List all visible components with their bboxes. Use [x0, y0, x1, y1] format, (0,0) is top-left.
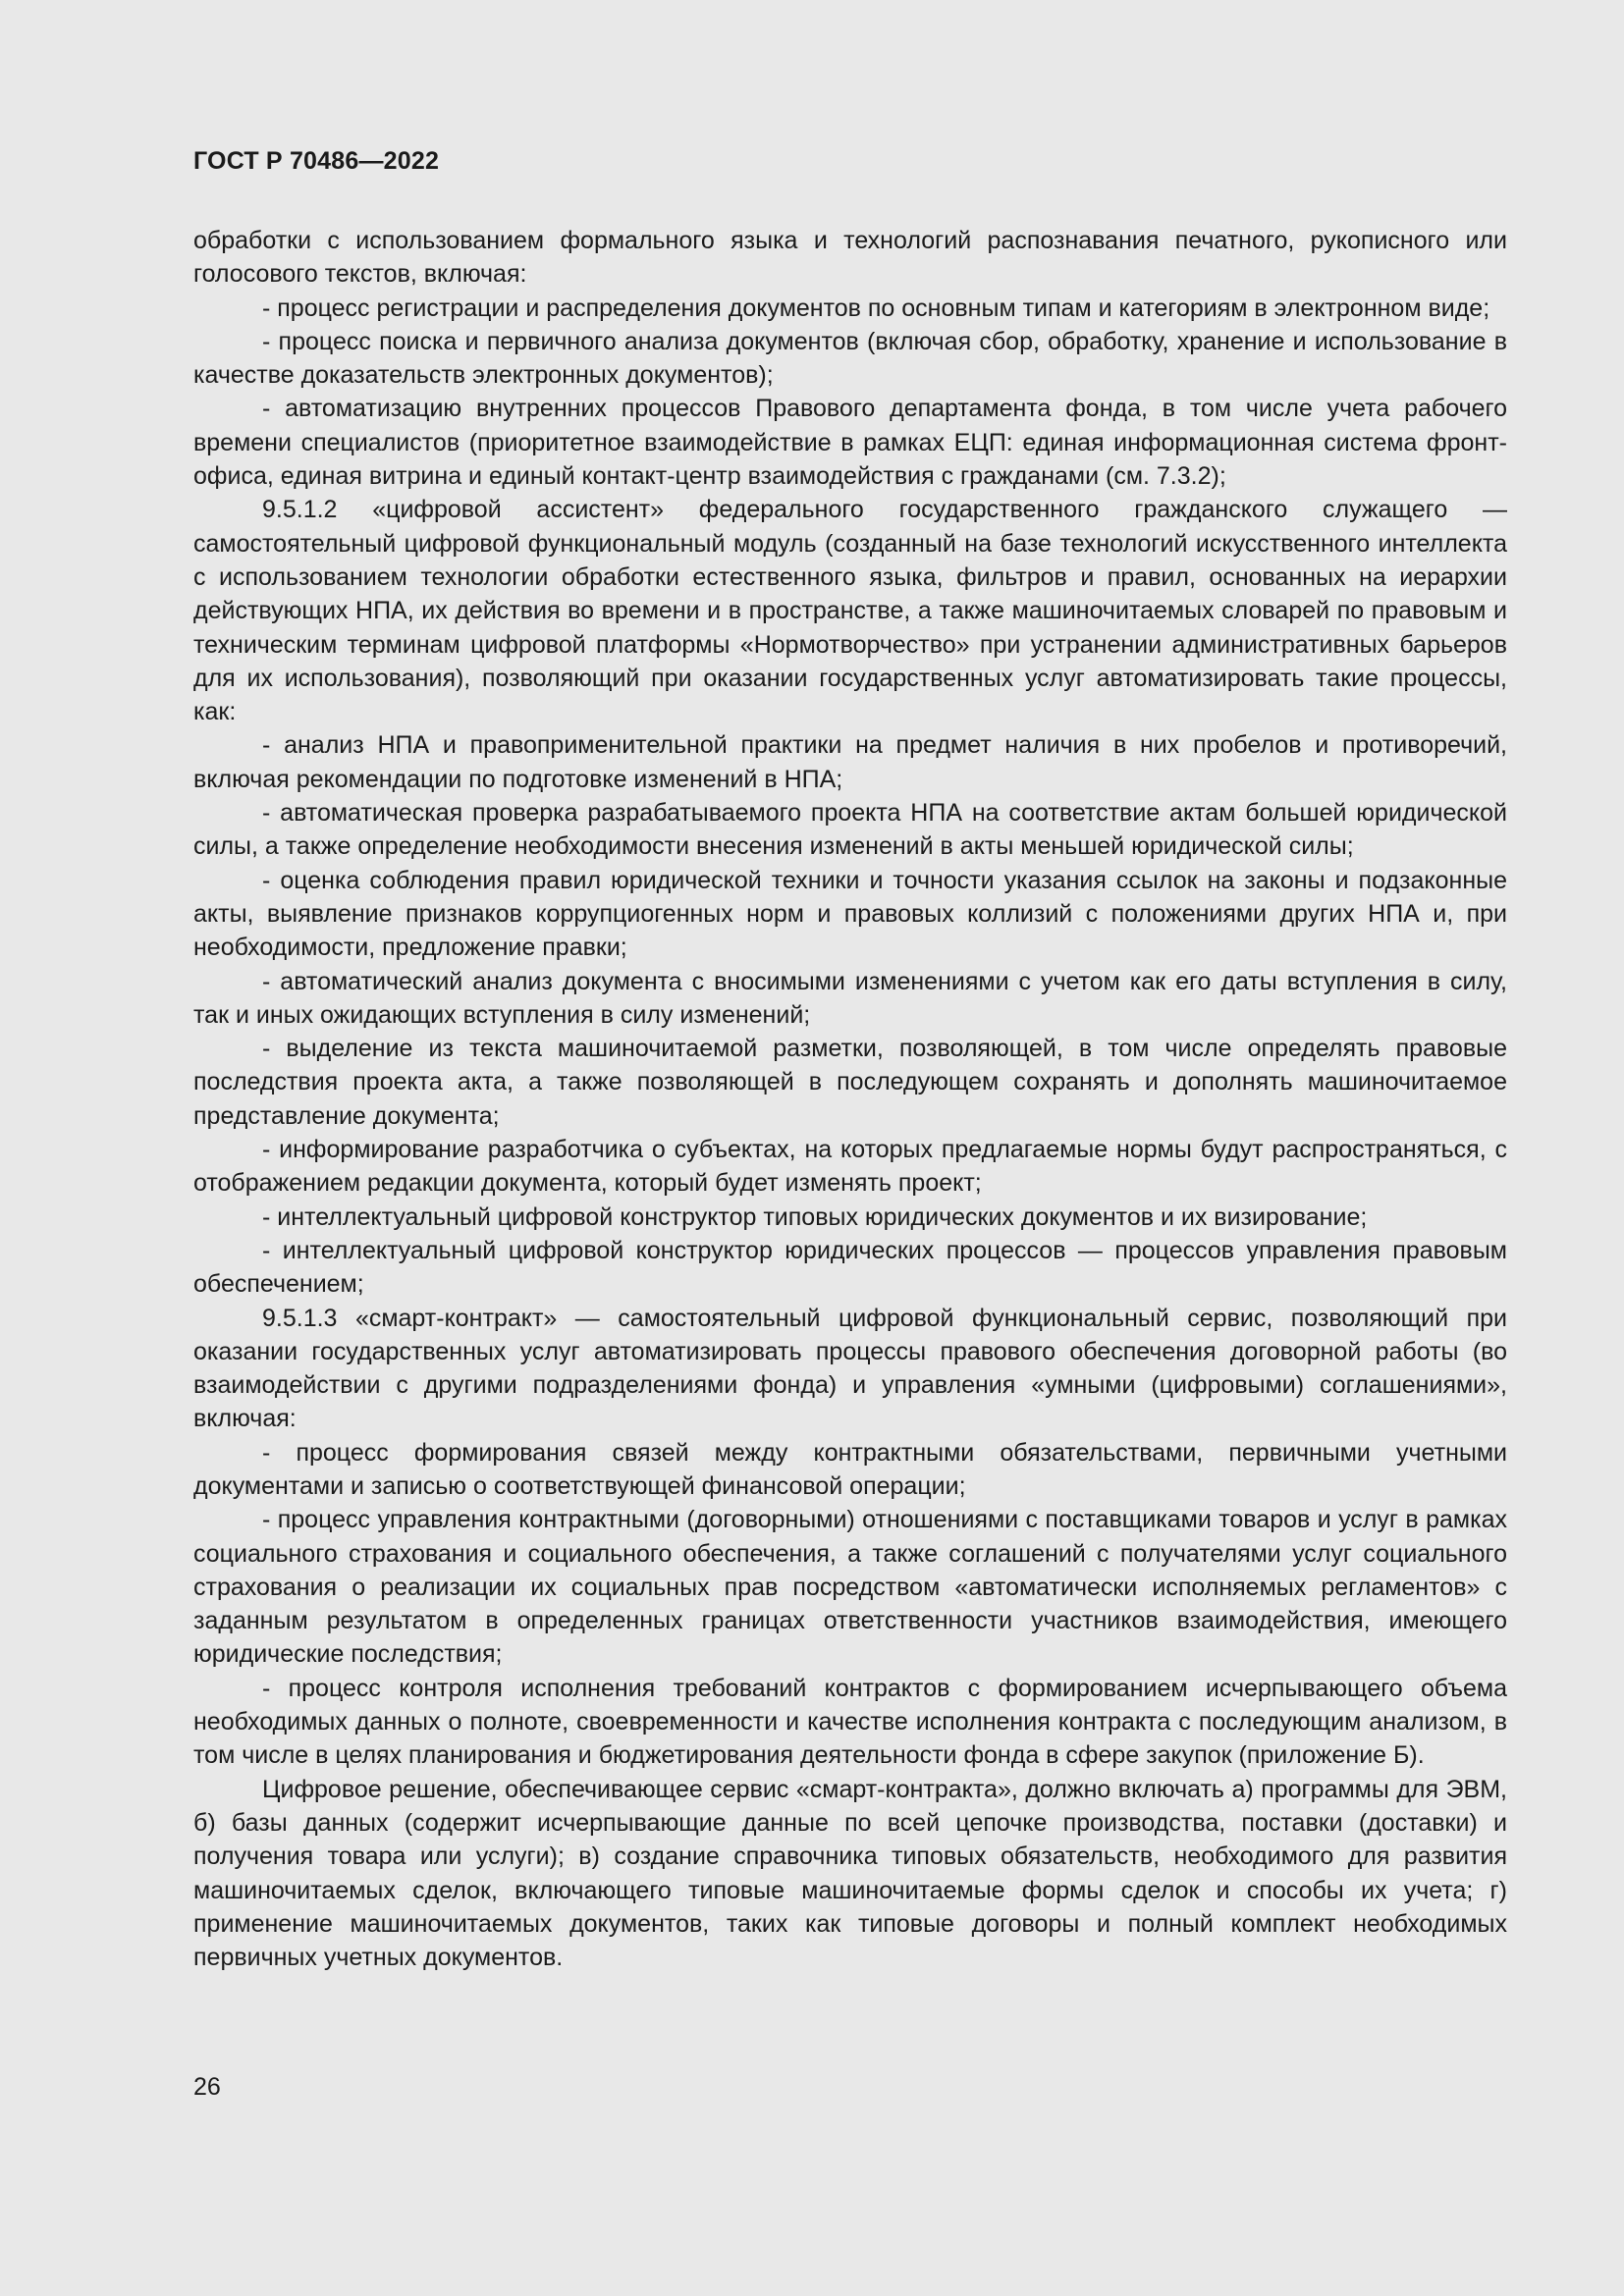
paragraph: - анализ НПА и правоприменительной практики на предмет наличия в них пробелов и противоречий, включая рекомендации по подготовке изменений в НПА;: [193, 731, 1507, 793]
paragraph: 9.5.1.2 «цифровой ассистент» федерального государственного гражданского служащего — самостоятельный цифровой функциональный модуль (созданный на базе технологий искусственного интеллекта с использованием технологии обработки естественного языка, фильтров и правил, основанных на иерархии действующих НПА, их действия во времени и в пространстве, а также машиночитаемых словарей по правовым и техническим терминам цифровой платформы «Нормотворчество» при устранении административных барьеров для их использования), позволяющий при оказании государственных услуг автоматизировать такие процессы, как:: [193, 496, 1507, 726]
paragraph: - процесс управления контрактными (договорными) отношениями с поставщиками товаров и услуг в рамках социального страхования и социального обеспечения, а также соглашений с получателями услуг социального страхования о реализации их социальных прав посредством «автоматически исполняемых регламентов» с заданным результатом в определенных границах ответственности участников взаимодействия, имеющего юридические последствия;: [193, 1506, 1507, 1669]
paragraph: - информирование разработчика о субъектах, на которых предлагаемые нормы будут распространяться, с отображением редакции документа, который будет изменять проект;: [193, 1136, 1507, 1198]
paragraph: - автоматическая проверка разрабатываемого проекта НПА на соответствие актам большей юридической силы, а также определение необходимости внесения изменений в акты меньшей юридической силы;: [193, 799, 1507, 861]
paragraph: - оценка соблюдения правил юридической техники и точности указания ссылок на законы и подзаконные акты, выявление признаков коррупциогенных норм и правовых коллизий с положениями других НПА и, при необходимости, предложение правки;: [193, 866, 1507, 962]
paragraph: Цифровое решение, обеспечивающее сервис «смарт-контракта», должно включать а) программы для ЭВМ, б) базы данных (содержит исчерпывающие данные по всей цепочке производства, поставки (доставки) и получения товара или услуги); в) создание справочника типовых обязательств, необходимого для развития машиночитаемых сделок, включающего типовые машиночитаемые формы сделок и способы их учета; г) применение машиночитаемых документов, таких как типовые договоры и полный комплект необходимых первичных учетных документов.: [193, 1775, 1507, 1972]
paragraph: - интеллектуальный цифровой конструктор типовых юридических документов и их визирование;: [262, 1202, 1368, 1231]
paragraph: - автоматический анализ документа с вносимыми изменениями с учетом как его даты вступления в силу, так и иных ожидающих вступления в силу изменений;: [193, 967, 1507, 1029]
paragraph: - автоматизацию внутренних процессов Правового департамента фонда, в том числе учета рабочего времени специалистов (приоритетное взаимодействие в рамках ЕЦП: единая информационная система фронт-офиса, единая витрина и единый контакт-центр взаимодействия с гражданами (см. 7.3.2);: [193, 395, 1507, 491]
paragraph: - выделение из текста машиночитаемой разметки, позволяющей, в том числе определять правовые последствия проекта акта, а также позволяющей в последующем сохранять и дополнять машиночитаемое представление документа;: [193, 1035, 1507, 1130]
document-body: [193, 224, 1507, 1974]
document-header: ГОСТ Р 70486—2022: [193, 147, 440, 175]
paragraph: - процесс регистрации и распределения документов по основным типам и категориям в электронном виде;: [262, 294, 1490, 322]
page-number: 26: [193, 2073, 221, 2101]
paragraph: обработки с использованием формального языка и технологий распознавания печатного, рукописного или голосового текстов, включая:: [193, 227, 1507, 289]
paragraph: - процесс контроля исполнения требований контрактов с формированием исчерпывающего объема необходимых данных о полноте, своевременности и качестве исполнения контракта с последующим анализом, в том числе в целях планирования и бюджетирования деятельности фонда в сфере закупок (приложение Б).: [193, 1674, 1507, 1770]
paragraph: - интеллектуальный цифровой конструктор юридических процессов — процессов управления правовым обеспечением;: [193, 1236, 1507, 1299]
paragraph: 9.5.1.3 «смарт-контракт» — самостоятельный цифровой функциональный сервис, позволяющий при оказании государственных услуг автоматизировать процессы правового обеспечения договорной работы (во взаимодействии с другими подразделениями фонда) и управления «умными (цифровыми) соглашениями», включая:: [193, 1304, 1507, 1433]
paragraph: - процесс поиска и первичного анализа документов (включая сбор, обработку, хранение и использование в качестве доказательств электронных документов);: [193, 327, 1507, 390]
paragraph: - процесс формирования связей между контрактными обязательствами, первичными учетными документами и записью о соответствующей финансовой операции;: [193, 1438, 1507, 1500]
